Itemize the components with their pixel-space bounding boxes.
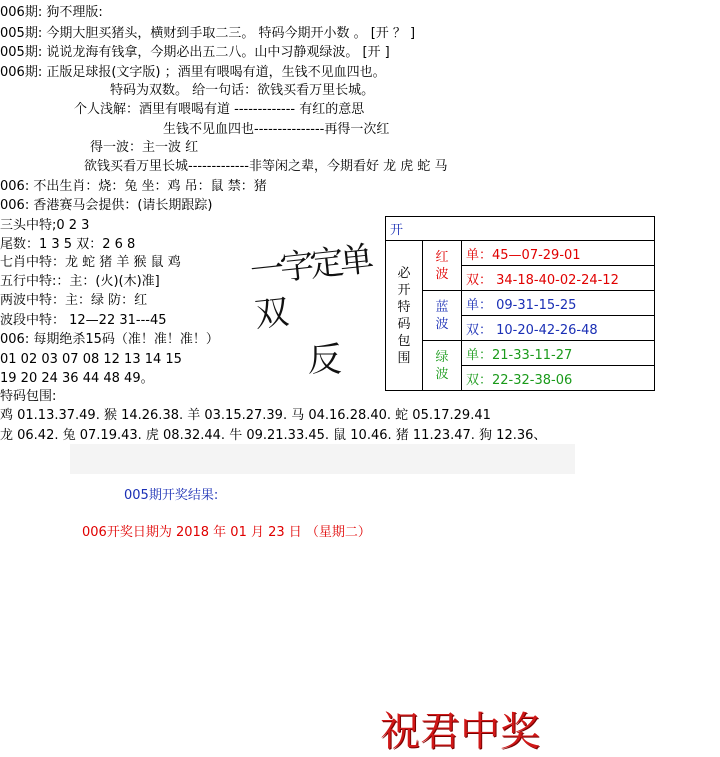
line-seven-zodiac: 七肖中特：龙 蛇 猪 羊 猴 鼠 鸡 xyxy=(0,255,181,270)
red-single: 单：45—07-29-01 xyxy=(462,241,655,266)
special-number-box xyxy=(385,216,655,391)
line-title: 006期: 狗不理版: xyxy=(0,5,103,20)
line-005-a: 005期: 今期大胆买猪头，横财到手取二三。 特码今期开小数 。 [开 ？ ] xyxy=(0,26,416,41)
line-kill-numbers-1: 01 02 03 07 08 12 13 14 15 xyxy=(0,352,182,367)
box-open-label: 开 xyxy=(386,217,655,241)
red-wave-label xyxy=(423,241,462,291)
blue-wave-label xyxy=(423,291,462,341)
good-luck-banner: 祝君中奖 xyxy=(380,709,540,755)
box-side-text: 必开特码包围 xyxy=(397,265,411,366)
line-five-elements: 五行中特:：主：(火)(木)准] xyxy=(0,274,160,289)
line-three-heads: 三头中特;0 2 3 xyxy=(0,218,90,233)
line-005-b: 005期: 说说龙海有钱拿，今期必出五二八。山中习静观绿波。 [开 ] xyxy=(0,45,390,60)
line-kill-numbers-2: 19 20 24 36 44 48 49。 xyxy=(0,371,154,386)
green-single: 单：21-33-11-27 xyxy=(462,341,655,366)
green-double: 双：22-32-38-06 xyxy=(462,366,655,391)
line-explain-3: 得一波：主一波 红 xyxy=(90,140,199,155)
line-no-zodiac: 006: 不出生肖：烧：兔 坐：鸡 吊：鼠 禁：猪 xyxy=(0,179,267,194)
blue-double: 双： 10-20-42-26-48 xyxy=(462,316,655,341)
line-zodiac-numbers-2: 龙 06.42. 兔 07.19.43. 虎 08.32.44. 牛 09.21.33.45. 鼠 10.46. 猪 11.23.47. 狗 12.36、 xyxy=(0,428,547,443)
line-special-label: 特码包围: xyxy=(0,389,57,404)
green-wave-label xyxy=(423,341,462,391)
line-explain-2: 生钱不见血四也---------------再得一次红 xyxy=(163,122,390,137)
line-tail-numbers: 尾数：1 3 5 双：2 6 8 xyxy=(0,237,136,252)
line-wave-range: 波段中特： 12—22 31---45 xyxy=(0,313,167,328)
stamp-row-1: 一字定单双 xyxy=(248,239,372,336)
red-wave-text: 红波 xyxy=(435,249,449,282)
blue-single: 单： 09-31-15-25 xyxy=(462,291,655,316)
red-double: 双： 34-18-40-02-24-12 xyxy=(462,266,655,291)
line-explain-1: 个人浅解：酒里有喂喝有道 ------------- 有红的意思 xyxy=(74,102,365,117)
line-006-football: 006期: 正版足球报(文字版) ；酒里有喂喝有道，生钱不见血四也。 xyxy=(0,65,386,80)
blue-wave-text: 蓝波 xyxy=(435,299,449,332)
stamp-text xyxy=(248,239,378,380)
stamp-row-2: 反 xyxy=(308,340,342,380)
line-kill-15: 006: 每期绝杀15码（准！准！准！） xyxy=(0,332,219,347)
line-two-waves: 两波中特：主：绿 防：红 xyxy=(0,293,148,308)
line-zodiac-numbers-1: 鸡 01.13.37.49. 猴 14.26.38. 羊 03.15.27.39. 马 04.16.28.40. 蛇 05.17.29.41 xyxy=(0,408,491,423)
box-side-label xyxy=(386,241,423,391)
line-hint: 特码为双数。 给一句话：欲钱买看万里长城。 xyxy=(110,83,375,98)
line-hk-jockey: 006: 香港赛马会提供：(请长期跟踪) xyxy=(0,198,213,213)
green-wave-text: 绿波 xyxy=(435,349,449,382)
draw-date: 006开奖日期为 2018 年 01 月 23 日 （星期二） xyxy=(82,525,371,540)
line-explain-4: 欲钱买看万里长城-------------非等闲之辈，今期看好 龙 虎 蛇 马 xyxy=(84,159,448,174)
gray-band xyxy=(70,444,575,474)
draw-result-label: 005期开奖结果: xyxy=(124,488,219,503)
